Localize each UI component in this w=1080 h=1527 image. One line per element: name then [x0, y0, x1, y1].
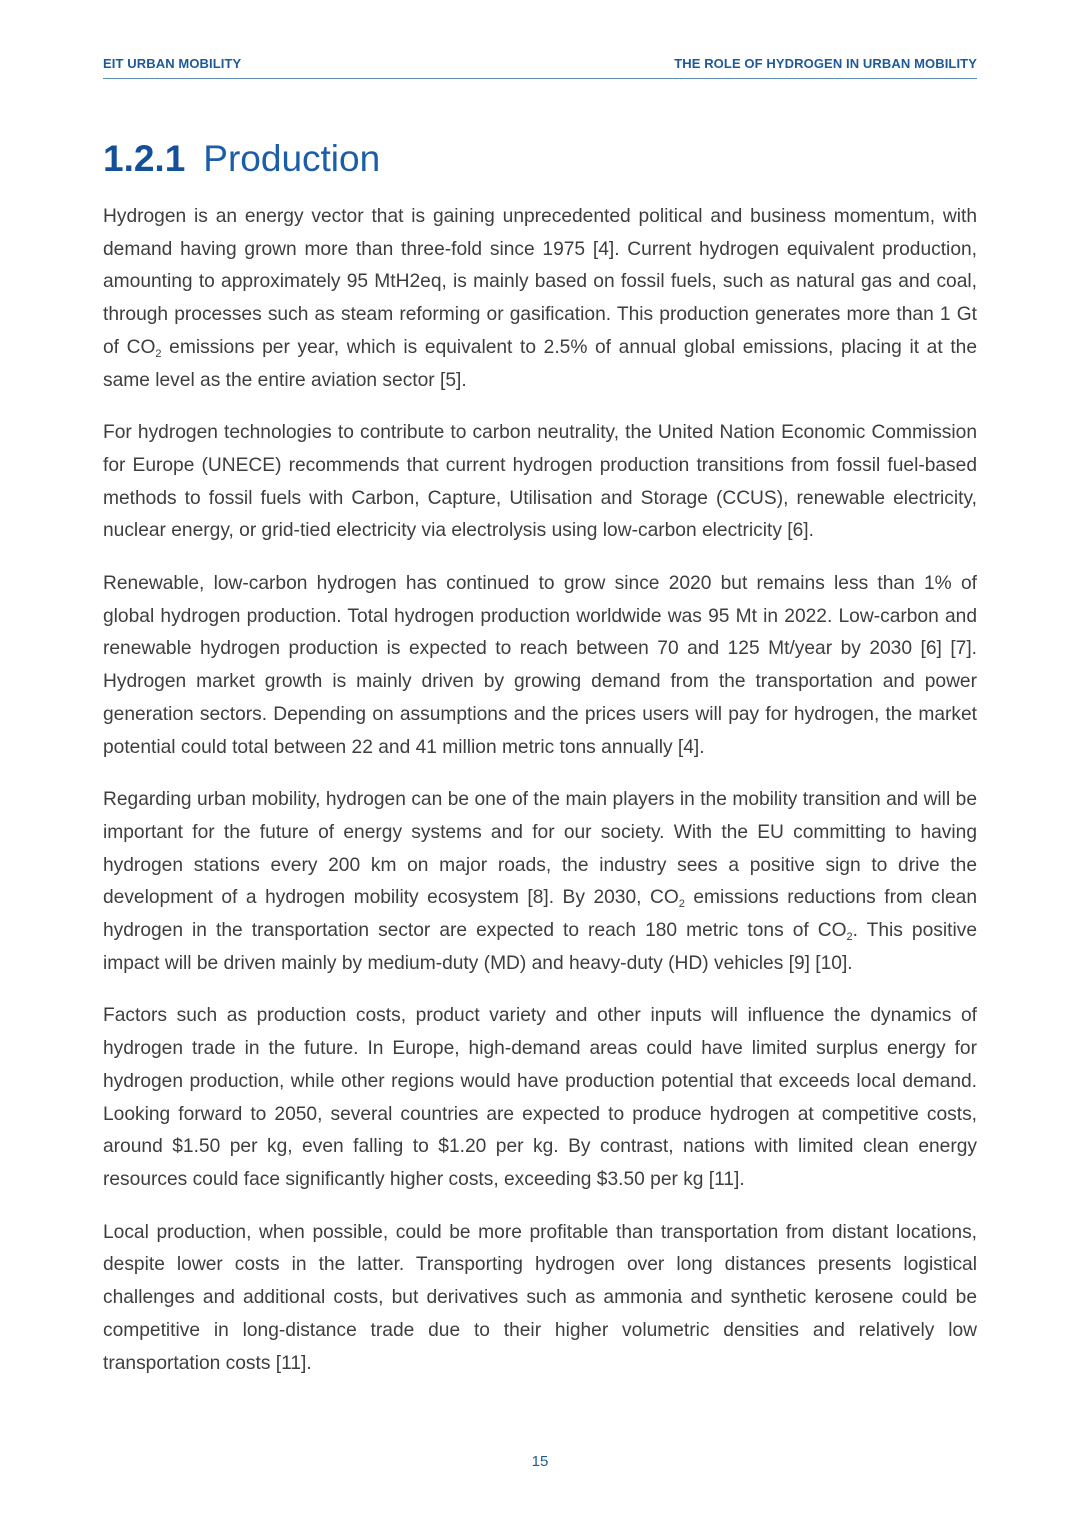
- paragraph-text: Regarding urban mobility, hydrogen can be one of the main players in the mobility transition and will be important for the future of energy systems and for our society. With the EU committing to having hydrogen stations every 200 km on major roads, the industry sees a positive sign to drive the development of a hydrogen mobility ecosystem [8]. By 2030, CO: [103, 789, 977, 909]
- paragraph-5: Factors such as production costs, product variety and other inputs will influence the dynamics of hydrogen trade in the future. In Europe, high-demand areas could have limited surplus energy for hydrogen production, while other regions would have production potential that exceeds local demand. Looking forward to 2050, several countries are expected to produce hydrogen at competitive costs, around $1.50 per kg, even falling to $1.20 per kg. By contrast, nations with limited clean energy resources could face significantly higher costs, exceeding $3.50 per kg [11].: [103, 1005, 977, 1190]
- header-organization: EIT URBAN MOBILITY: [103, 56, 242, 71]
- subscript: 2: [846, 931, 853, 944]
- subscript: 2: [678, 898, 685, 911]
- paragraph-6: Local production, when possible, could be more profitable than transportation from distant locations, despite lower costs in the latter. Transporting hydrogen over long distances presents logistical challenges and additional costs, but derivatives such as ammonia and synthetic kerosene could be competitive in long-distance trade due to their higher volumetric densities and relatively low transportation costs [11].: [103, 1221, 977, 1374]
- subscript: 2: [155, 347, 162, 360]
- section-title: Production: [203, 138, 381, 179]
- paragraph-2: For hydrogen technologies to contribute to carbon neutrality, the United Nation Economic Commission for Europe (UNECE) recommends that current hydrogen production transitions from fossil fuel-based methods to fossil fuels with Carbon, Capture, Utilisation and Storage (CCUS), renewable electricity, nuclear energy, or grid-tied electricity via electrolysis using low-carbon electricity [6].: [103, 422, 977, 542]
- body-text: [103, 201, 977, 1400]
- page-number: 15: [531, 1453, 549, 1470]
- paragraph-text: emissions per year, which is equivalent to 2.5% of annual global emissions, placing it at the same level as the entire aviation sector [5].: [103, 336, 977, 391]
- paragraph-3: Renewable, low-carbon hydrogen has continued to grow since 2020 but remains less than 1% of global hydrogen production. Total hydrogen production worldwide was 95 Mt in 2022. Low-carbon and renewable hydrogen production is expected to reach between 70 and 125 Mt/year by 2030 [6] [7]. Hydrogen market growth is mainly driven by growing demand from the transportation and power generation sectors. Depending on assumptions and the prices users will pay for hydrogen, the market potential could total between 22 and 41 million metric tons annually [4].: [103, 573, 977, 758]
- paragraph-text: emissions reductions from clean hydrogen in the transportation sector are expected to reach 180 metric tons of CO: [103, 887, 977, 942]
- section-heading: [103, 136, 380, 182]
- paragraph-4: [103, 784, 977, 980]
- paragraph-text: Hydrogen is an energy vector that is gaining unprecedented political and business momentum, with demand having grown more than three-fold since 1975 [4]. Current hydrogen equivalent production, amounting to approximately 95 MtH2eq, is mainly based on fossil fuels, such as natural gas and coal, through processes such as steam reforming or gasification. This production generates more than 1 Gt of CO: [103, 206, 977, 358]
- paragraph-1: [103, 201, 977, 397]
- running-header: [103, 56, 977, 79]
- header-document-title: THE ROLE OF HYDROGEN IN URBAN MOBILITY: [674, 56, 977, 71]
- paragraph-text: . This positive impact will be driven mainly by medium-duty (MD) and heavy-duty (HD) vehicles [9] [10].: [103, 920, 977, 974]
- section-number: 1.2.1: [103, 138, 186, 179]
